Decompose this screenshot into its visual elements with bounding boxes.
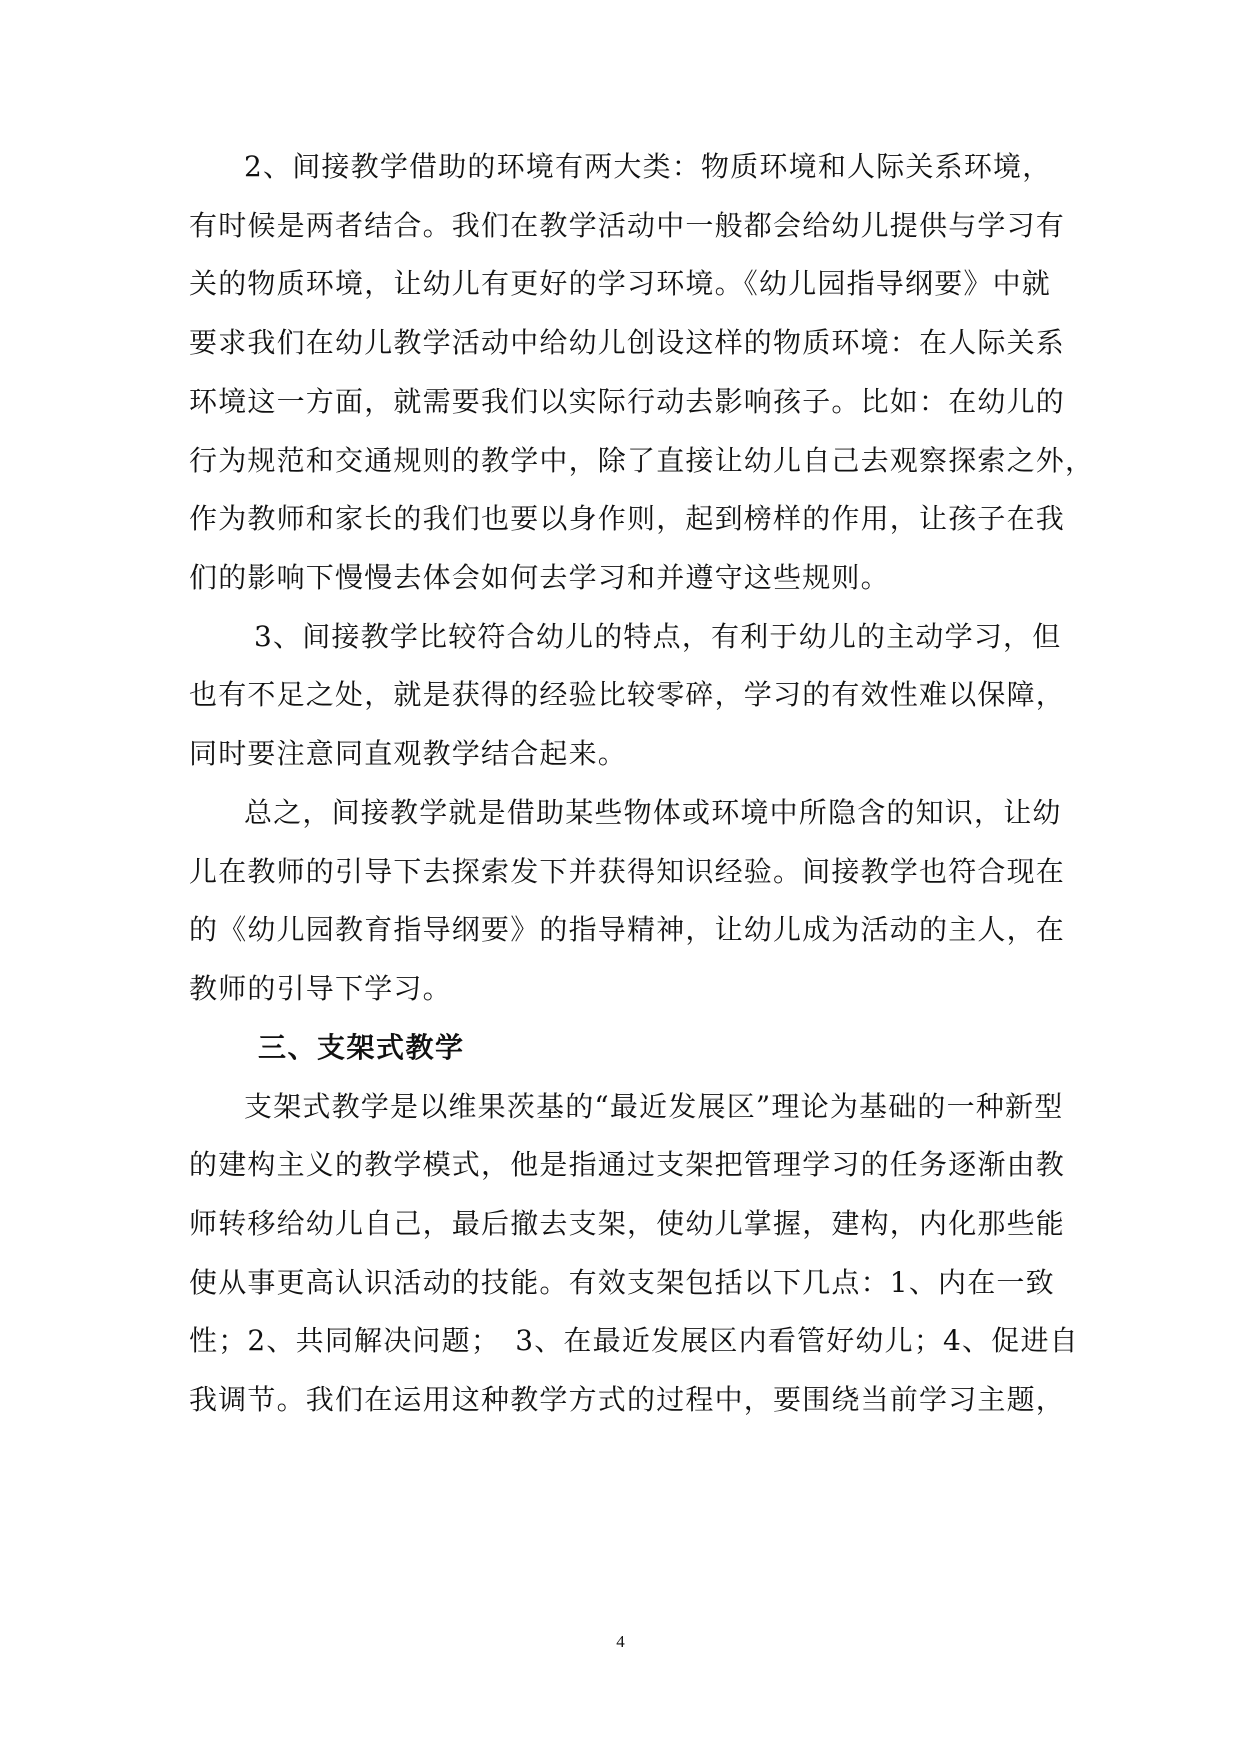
paragraph-line: 有时候是两者结合。我们在教学活动中一般都会给幼儿提供与学习有 [189, 209, 1066, 242]
paragraph-line: 也有不足之处，就是获得的经验比较零碎，学习的有效性难以保障， [189, 678, 1066, 711]
paragraph-line: 3、间接教学比较符合幼儿的特点，有利于幼儿的主动学习，但 [254, 620, 1062, 653]
paragraph-line: 性；2、共同解决问题； 3、在最近发展区内看管好幼儿；4、促进自 [189, 1324, 1079, 1357]
paragraph-line: 们的影响下慢慢去体会如何去学习和并遵守这些规则。 [189, 561, 890, 594]
paragraph-line: 我调节。我们在运用这种教学方式的过程中，要围绕当前学习主题， [189, 1383, 1066, 1416]
paragraph-line: 支架式教学是以维果茨基的“最近发展区”理论为基础的一种新型 [244, 1090, 1064, 1123]
paragraph-line: 2、间接教学借助的环境有两大类：物质环境和人际关系环境， [244, 150, 1052, 183]
page-number: 4 [616, 1632, 625, 1651]
paragraph-line: 师转移给幼儿自己，最后撤去支架，使幼儿掌握，建构，内化那些能 [189, 1207, 1066, 1240]
paragraph-line: 的《幼儿园教育指导纲要》的指导精神，让幼儿成为活动的主人，在 [189, 913, 1066, 946]
paragraph-line: 关的物质环境，让幼儿有更好的学习环境。《幼儿园指导纲要》中就 [189, 267, 1052, 300]
paragraph-line: 教师的引导下学习。 [189, 972, 452, 1005]
paragraph-line: 环境这一方面，就需要我们以实际行动去影响孩子。比如：在幼儿的 [189, 385, 1066, 418]
paragraph-line: 同时要注意同直观教学结合起来。 [189, 737, 628, 770]
paragraph-line: 儿在教师的引导下去探索发下并获得知识经验。间接教学也符合现在 [189, 855, 1066, 888]
paragraph-line: 使从事更高认识活动的技能。有效支架包括以下几点：1、内在一致 [189, 1266, 1055, 1299]
paragraph-line: 的建构主义的教学模式，他是指通过支架把管理学习的任务逐渐由教 [189, 1148, 1066, 1181]
paragraph-line: 总之，间接教学就是借助某些物体或环境中所隐含的知识，让幼 [244, 796, 1062, 829]
paragraph-line: 行为规范和交通规则的教学中，除了直接让幼儿自己去观察探索之外， [189, 444, 1095, 477]
paragraph-line: 作为教师和家长的我们也要以身作则，起到榜样的作用，让孩子在我 [189, 502, 1066, 535]
section-heading: 三、支架式教学 [258, 1031, 465, 1064]
paragraph-line: 要求我们在幼儿教学活动中给幼儿创设这样的物质环境：在人际关系 [189, 326, 1066, 359]
